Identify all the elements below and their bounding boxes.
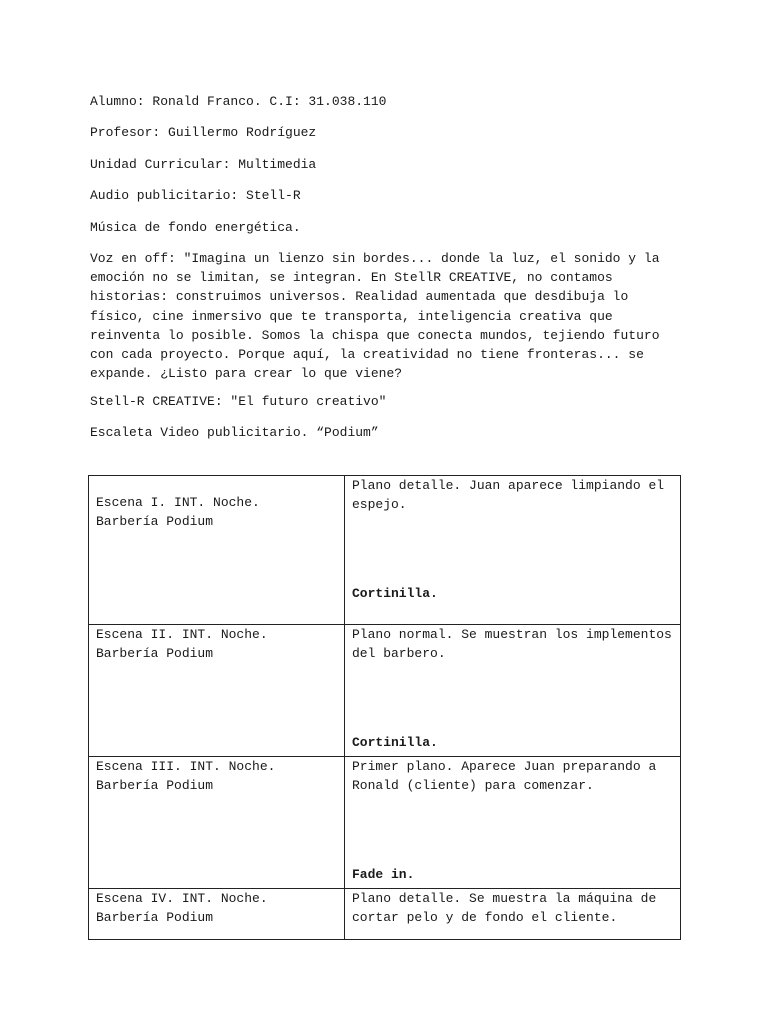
- scene-location: Barbería Podium: [96, 646, 214, 661]
- slogan-line: Stell-R CREATIVE: "El futuro creativo": [90, 394, 387, 409]
- table-row: [89, 757, 681, 889]
- scene-heading: Escena I. INT. Noche.: [96, 495, 260, 510]
- scene-cell: [89, 476, 345, 625]
- scene-heading: Escena II. INT. Noche.: [96, 627, 268, 642]
- shot-cell: [345, 889, 681, 940]
- scene-heading: Escena IV. INT. Noche.: [96, 891, 268, 906]
- shot-cell: [345, 625, 681, 757]
- table-row: [89, 476, 681, 625]
- scene-cell: [89, 757, 345, 889]
- shot-description: Plano detalle. Juan aparece limpiando el espejo.: [352, 478, 665, 512]
- curricular-unit-line: Unidad Curricular: Multimedia: [90, 157, 317, 172]
- storyboard-title: Escaleta Video publicitario. “Podium”: [90, 425, 379, 440]
- scene-table: [88, 475, 681, 940]
- scene-cell: [89, 889, 345, 940]
- scene-location: Barbería Podium: [96, 778, 214, 793]
- voice-over-paragraph: Voz en off: "Imagina un lienzo sin bordes... donde la luz, el sonido y la emoción no se limitan, se integran. En StellR CREATIVE, no contamos historias: construimos universos. Realidad aumentada que desdibuja lo físico, cine inmersivo que te transporta, inteligencia creativa que reinventa lo posible. Somos la chispa que conecta mundos, tejiendo futuro con cada proyecto. Porque aquí, la creatividad no tiene fronteras... se expande. ¿Listo para crear lo que viene?: [90, 251, 668, 382]
- scene-cell: [89, 625, 345, 757]
- table-row: [89, 625, 681, 757]
- shot-cell: [345, 757, 681, 889]
- shot-cell: [345, 476, 681, 625]
- scene-location: Barbería Podium: [96, 514, 214, 529]
- scene-heading: Escena III. INT. Noche.: [96, 759, 276, 774]
- professor-line: Profesor: Guillermo Rodríguez: [90, 125, 317, 140]
- shot-description: Plano normal. Se muestran los implementos del barbero.: [352, 627, 672, 661]
- audio-ad-title: Audio publicitario: Stell-R: [90, 188, 301, 203]
- table-row: [89, 889, 681, 940]
- transition-label: Cortinilla.: [352, 735, 438, 750]
- background-music-line: Música de fondo energética.: [90, 220, 301, 235]
- student-line: Alumno: Ronald Franco. C.I: 31.038.110: [90, 94, 387, 109]
- scene-location: Barbería Podium: [96, 910, 214, 925]
- shot-description: Primer plano. Aparece Juan preparando a Ronald (cliente) para comenzar.: [352, 759, 657, 793]
- shot-description: Plano detalle. Se muestra la máquina de cortar pelo y de fondo el cliente.: [352, 891, 657, 925]
- transition-label: Cortinilla.: [352, 586, 438, 601]
- transition-label: Fade in.: [352, 867, 415, 882]
